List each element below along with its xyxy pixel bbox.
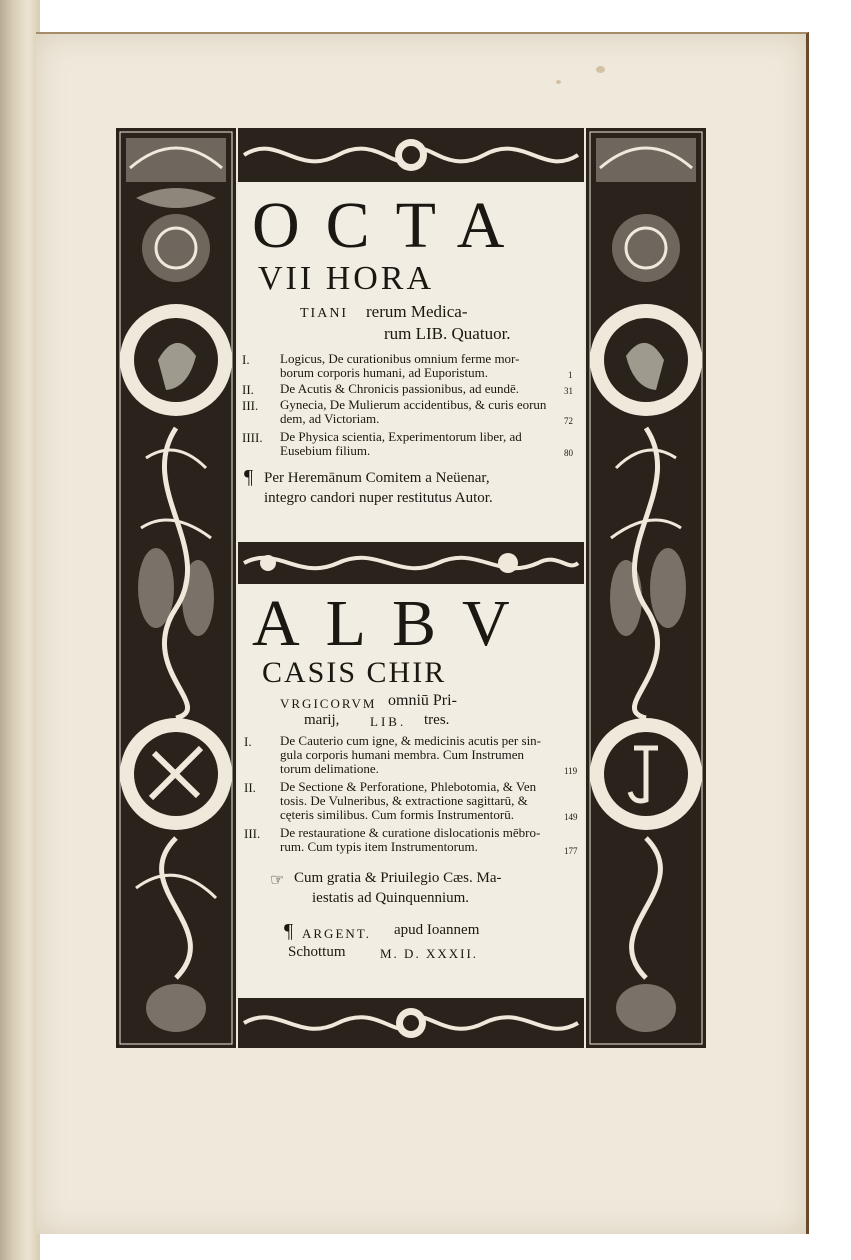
woodcut-border bbox=[116, 128, 706, 1048]
bottom-woodcut-band bbox=[238, 998, 584, 1048]
contents-roman-3: III. bbox=[242, 398, 259, 413]
foxing-spot bbox=[556, 80, 561, 84]
privilege-hand-icon: ☞ bbox=[270, 872, 285, 889]
contents-page-number: 119 bbox=[564, 766, 578, 776]
contents-line: Gynecia, De Mulierum accidentibus, & curis eorun bbox=[280, 397, 547, 412]
contents-line: De Acutis & Chronicis passionibus, ad eundē. bbox=[280, 381, 520, 396]
contents-roman-4: IIII. bbox=[242, 430, 263, 445]
editor-line-2: integro candori nuper restitutus Autor. bbox=[264, 490, 493, 506]
middle-woodcut-band bbox=[238, 542, 584, 584]
title-tres: tres. bbox=[424, 712, 450, 728]
title-casis-chir: CASIS CHIR bbox=[262, 656, 447, 689]
contents-page-number: 31 bbox=[564, 386, 573, 396]
contents-line: gula corporis humani membra. Cum Instrumen bbox=[280, 747, 525, 762]
title-vii-hora: VII HORA bbox=[258, 260, 435, 297]
contents-line: rum. Cum typis item Instrumentorum. bbox=[280, 839, 478, 854]
title-page bbox=[36, 32, 809, 1234]
contents-roman-1: I. bbox=[242, 352, 250, 367]
contents-page-number: 149 bbox=[564, 812, 578, 822]
editor-line-1: Per Heremānum Comitem a Neüenar, bbox=[264, 470, 490, 486]
imprint-argent: ARGENT. bbox=[302, 926, 372, 941]
contents-roman-1: I. bbox=[244, 734, 252, 749]
title-octa: OCTA bbox=[252, 189, 531, 262]
contents-line: De Cauterio cum igne, & medicinis acutis per sin- bbox=[280, 733, 542, 748]
title-rum-lib-quatuor: rum LIB. Quatuor. bbox=[384, 324, 511, 343]
imprint-date: M. D. XXXII. bbox=[380, 946, 479, 961]
contents-line: De Physica scientia, Experimentorum liber, ad bbox=[280, 429, 522, 444]
contents-line: borum corporis humani, ad Euporistum. bbox=[280, 365, 488, 380]
imprint-apud-ioannem: apud Ioannem bbox=[394, 922, 480, 938]
contents-line: Logicus, De curationibus omnium ferme mor- bbox=[280, 351, 520, 366]
contents-page-number: 177 bbox=[564, 846, 578, 856]
privilege-line-1: Cum gratia & Priuilegio Cæs. Ma- bbox=[294, 870, 502, 886]
title-vrgicorvm: VRGICORVM bbox=[280, 696, 377, 711]
book-spine-edge bbox=[0, 0, 40, 1260]
imprint-pilcrow: ¶ bbox=[284, 920, 294, 942]
top-woodcut-band bbox=[238, 128, 584, 182]
foxing-spot bbox=[596, 66, 605, 73]
contents-line: torum delimatione. bbox=[280, 761, 379, 776]
contents-page-number: 72 bbox=[564, 416, 573, 426]
title-rerum-medica: rerum Medica- bbox=[366, 302, 468, 321]
contents-line: tosis. De Vulneribus, & extractione sagittarū, & bbox=[280, 793, 528, 808]
contents-page-number: 1 bbox=[568, 370, 573, 380]
editor-pilcrow: ¶ bbox=[244, 466, 254, 488]
contents-line: Eusebium filium. bbox=[280, 443, 371, 458]
contents-roman-2: II. bbox=[244, 780, 256, 795]
title-marij: marij, bbox=[304, 712, 340, 728]
imprint-schottum: Schottum bbox=[288, 944, 346, 960]
left-woodcut-column bbox=[116, 128, 236, 1048]
first-title-block bbox=[238, 182, 584, 542]
contents-roman-3: III. bbox=[244, 826, 261, 841]
contents-line: dem, ad Victoriam. bbox=[280, 411, 380, 426]
title-tiani: TIANI bbox=[300, 306, 349, 321]
right-woodcut-column bbox=[586, 128, 706, 1048]
title-lib: LIB. bbox=[370, 714, 407, 729]
title-albu: ALBV bbox=[252, 587, 536, 660]
privilege-line-2: iestatis ad Quinquennium. bbox=[312, 890, 470, 906]
contents-line: De restauratione & curatione dislocationis mēbro- bbox=[280, 825, 541, 840]
contents-roman-2: II. bbox=[242, 382, 254, 397]
second-title-block bbox=[238, 584, 584, 998]
title-omniu-pri: omniū Pri- bbox=[388, 692, 457, 709]
contents-line: cęteris similibus. Cum formis Instrumentorū. bbox=[280, 807, 514, 822]
contents-page-number: 80 bbox=[564, 448, 573, 458]
contents-line: De Sectione & Perforatione, Phlebotomia, & Ven bbox=[280, 779, 537, 794]
